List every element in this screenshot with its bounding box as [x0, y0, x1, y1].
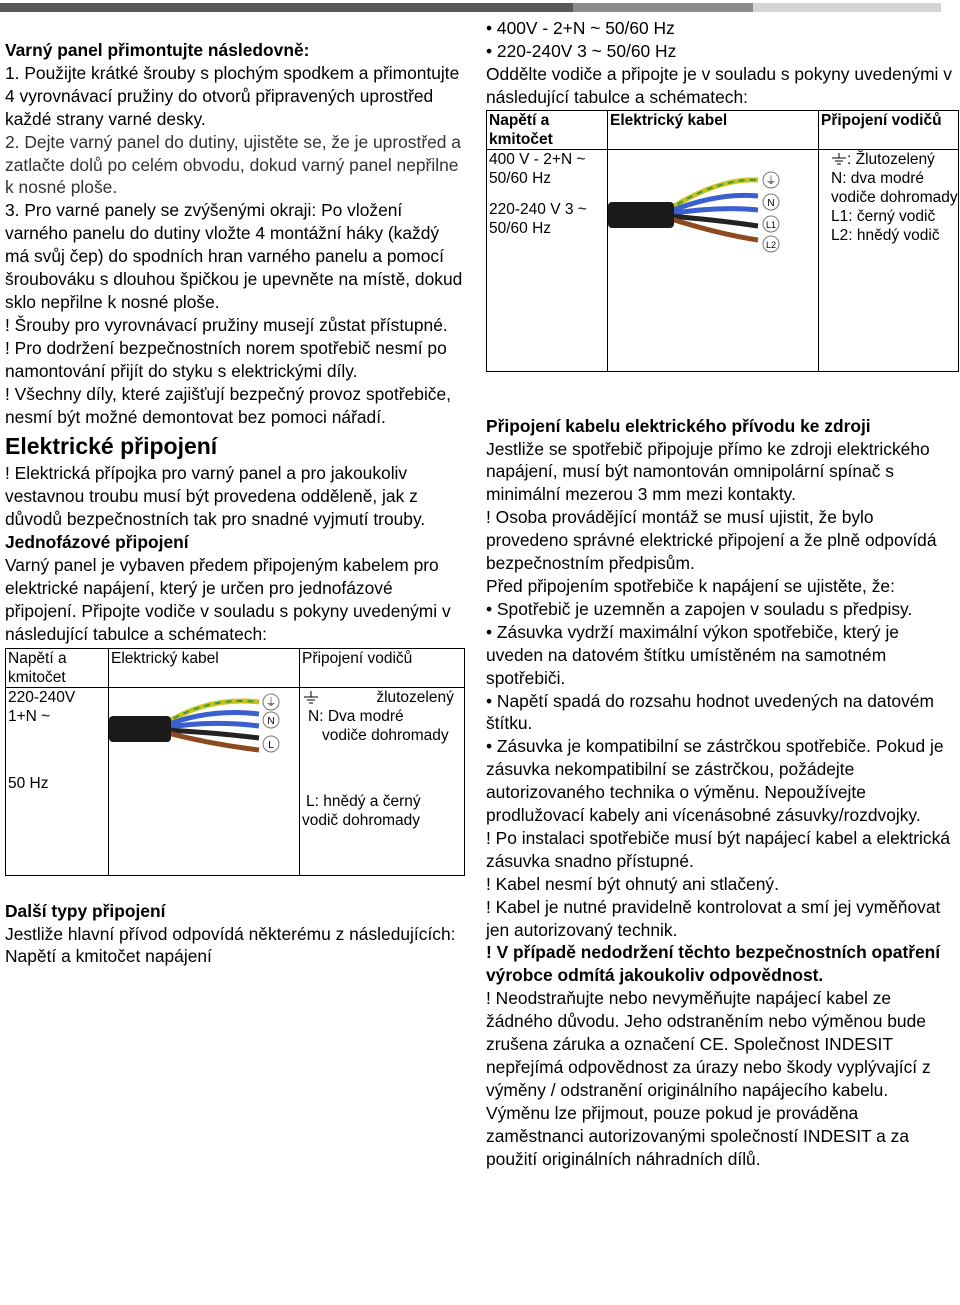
earth-icon [831, 153, 847, 166]
cable-sheath [608, 202, 674, 228]
note: ! Kabel je nutné pravidelně kontrolovat a smí jej vyměňovat jen autorizovaný technik. [486, 896, 941, 940]
wire-earth-row [821, 150, 956, 169]
wires-cell [300, 687, 465, 875]
wires-cell [819, 149, 959, 371]
wire-n-text: : Dva modré [319, 707, 404, 725]
table-header-wires: Připojení vodičů [819, 110, 959, 149]
installer-text: ! Osoba provádějící montáž se musí ujistit, že bylo provedeno správné elektrické připojení a že plně odpovídá bezpečnostním předpisům. [486, 507, 937, 574]
cable-diagram-multi [608, 150, 819, 260]
left-column [5, 39, 467, 968]
header-bar-light [753, 3, 941, 12]
voltage-phase: 1+N ~ [8, 707, 51, 725]
electric-text: ! Elektrická přípojka pro varný panel a pro jakoukoliv vestavnou troubu musí být provedena odděleně, jak z důvodů bezpečnostních tak pro snadné vyjmutí trouby. [5, 463, 426, 530]
check-item: • Napětí spadá do rozsahu hodnot uvedených na datovém štítku. [486, 690, 934, 734]
multi-phase-table [486, 110, 959, 372]
bullet-400v: • 400V - 2+N ~ 50/60 Hz [486, 18, 675, 38]
separate-text: Oddělte vodiče a připojte je v souladu s pokyny uvedenými v následující tabulce a schématech: [486, 63, 952, 107]
wire-earth-row [302, 688, 462, 707]
single-phase-text: Varný panel je vybaven předem připojeným kabelem pro elektrické napájení, který je určen pro jednofázové připojení. Připojte vodiče v souladu s pokyny uvedenými v následující tabulce a schématech: [5, 555, 451, 644]
terminal-l2-label: L2 [765, 239, 777, 250]
note: ! Pro dodržení bezpečnostních norem spotřebič nesmí po namontování přijít do styku s elektrickými díly. [5, 337, 447, 381]
voltage-cell [487, 149, 608, 371]
terminal-earth-label: ⏚ [765, 173, 777, 187]
electric-title: Elektrické připojení [5, 433, 218, 460]
warning-text: ! V případě nedodržení těchto bezpečnostních opatření výrobce odmítá jakoukoliv odpovědnost. [486, 942, 941, 986]
bullet-220v: • 220-240V 3 ~ 50/60 Hz [486, 40, 677, 61]
other-text-2: Napětí a kmitočet napájení [5, 946, 212, 967]
wire-l-text: L: hnědý a černý [306, 792, 421, 810]
wire-l-text-2: vodič dohromady [302, 811, 421, 829]
terminal-earth-label: ⏚ [265, 695, 277, 709]
check-item: • Spotřebič je uzemněn a zapojen v souladu s předpisy. [486, 598, 913, 619]
note: ! Všechny díly, které zajišťují bezpečný provoz spotřebiče, nesmí být možné demontovat bez pomoci nářadí. [5, 383, 452, 427]
wire-n-prefix: N [308, 707, 320, 725]
terminal-n-label: N [767, 197, 775, 209]
wire-n-text: N: dva modré [831, 169, 925, 187]
single-phase-title: Jednofázové připojení [5, 532, 189, 553]
other-title: Další typy připojení [5, 900, 166, 921]
wire-l1-text: L1: černý vodič [831, 207, 936, 225]
cable-sheath [109, 716, 171, 742]
voltage-cell [6, 687, 109, 875]
table-header-cable: Elektrický kabel [608, 110, 819, 149]
cable-cell [109, 687, 300, 875]
note: ! Po instalaci spotřebiče musí být napájecí kabel a elektrická zásuvka snadno přístupné. [486, 827, 950, 871]
mount-step: 3. Pro varné panely se zvýšenými okraji: Po vložení varného panelu do dutiny vložte 4 montážní háky (každý má svůj čep) do spodních hran varného panelu a pomocí šroubováku s dlouhou špičkou je upevněte na místě, dokud sklo nepřilne k nosné ploše. [5, 200, 463, 312]
voltage-value: 220-240V [8, 688, 76, 706]
terminal-l-label: L [268, 739, 274, 751]
wire-l2-text: L2: hnědý vodič [831, 226, 940, 244]
mount-step: 1. Použijte krátké šrouby s plochým spodkem a přimontujte 4 vyrovnávací pružiny do otvorů připravených uprostřed každé strany varné desky. [5, 62, 460, 129]
final-text: ! Neodstraňujte nebo nevyměňujte napájecí kabel ze žádného důvodu. Jeho odstraněním nebo výměnou bude zrušena záruka a označení CE. Společnost INDESIT nepřejímá odpovědnost za úrazy nebo škody vyplývající z výměny / odstranění originálního napájecího kabelu. Výměnu lze přijmout, pouze pokud je prováděna zaměstnanci autorizovanými společností INDESIT a za použití originálních náhradních dílů. [486, 988, 931, 1169]
voltage-220: 220-240 V 3 ~ [489, 200, 587, 218]
wire-blue [164, 723, 259, 728]
connection-text: Jestliže se spotřebič připojuje přímo ke zdroji elektrického napájení, musí být namontován omnipolární spínač s minimální mezerou 3 mm mezi kontakty. [486, 438, 930, 505]
wire-earth-text: : Žlutozelený [847, 150, 935, 168]
mount-step: 2. Dejte varný panel do dutiny, ujistěte se, že je uprostřed a zatlačte dolů po celém obvodu, dokud varný panel nepřilne k nosné ploše. [5, 131, 461, 198]
table-header-voltage: Napětí a kmitočet [6, 648, 109, 687]
wire-n-text-2: vodiče dohromady [831, 188, 958, 206]
terminal-n-label: N [267, 715, 275, 727]
frequency-220: 50/60 Hz [489, 219, 552, 237]
terminal-l1-label: L1 [765, 219, 777, 230]
earth-icon [302, 691, 320, 705]
check-item: • Zásuvka je kompatibilní se zástrčkou spotřebiče. Pokud je zásuvka nekompatibilní se zástrčkou, požádejte autorizovaného technika o výměnu. Nepoužívejte prodlužovací kabely ani vícenásobné zásuvky/rozdvojky. [486, 736, 944, 826]
table-header-wires: Připojení vodičů [300, 648, 465, 687]
single-phase-table [5, 648, 465, 876]
cable-cell [608, 149, 819, 371]
check-item: • Zásuvka vydrží maximální výkon spotřebiče, který je uveden na datovém štítku umístěném na samotném spotřebiči. [486, 621, 899, 688]
note: ! Kabel nesmí být ohnutý ani stlačený. [486, 873, 779, 894]
frequency-value: 50 Hz [8, 774, 49, 792]
table-header-voltage: Napětí a kmitočet [487, 110, 608, 149]
right-column [486, 17, 956, 1171]
table-header-cable: Elektrický kabel [109, 648, 300, 687]
frequency-400: 50/60 Hz [489, 169, 552, 187]
wire-n-row [302, 707, 462, 726]
mount-title: Varný panel přimontujte následovně: [5, 40, 310, 60]
wire-earth-text: žlutozelený [376, 688, 454, 706]
voltage-400: 400 V - 2+N ~ [489, 150, 586, 168]
connection-title: Připojení kabelu elektrického přívodu ke zdroji [486, 415, 871, 436]
cable-diagram-single [109, 688, 300, 768]
before-text: Před připojením spotřebiče k napájení se ujistěte, že: [486, 575, 895, 596]
note: ! Šrouby pro vyrovnávací pružiny musejí zůstat přístupné. [5, 314, 448, 335]
other-text: Jestliže hlavní přívod odpovídá některému z následujících: [5, 923, 456, 944]
header-bar-dark [0, 3, 573, 12]
wire-n-row-2: vodiče dohromady [322, 726, 449, 744]
header-bar-mid [573, 3, 753, 12]
